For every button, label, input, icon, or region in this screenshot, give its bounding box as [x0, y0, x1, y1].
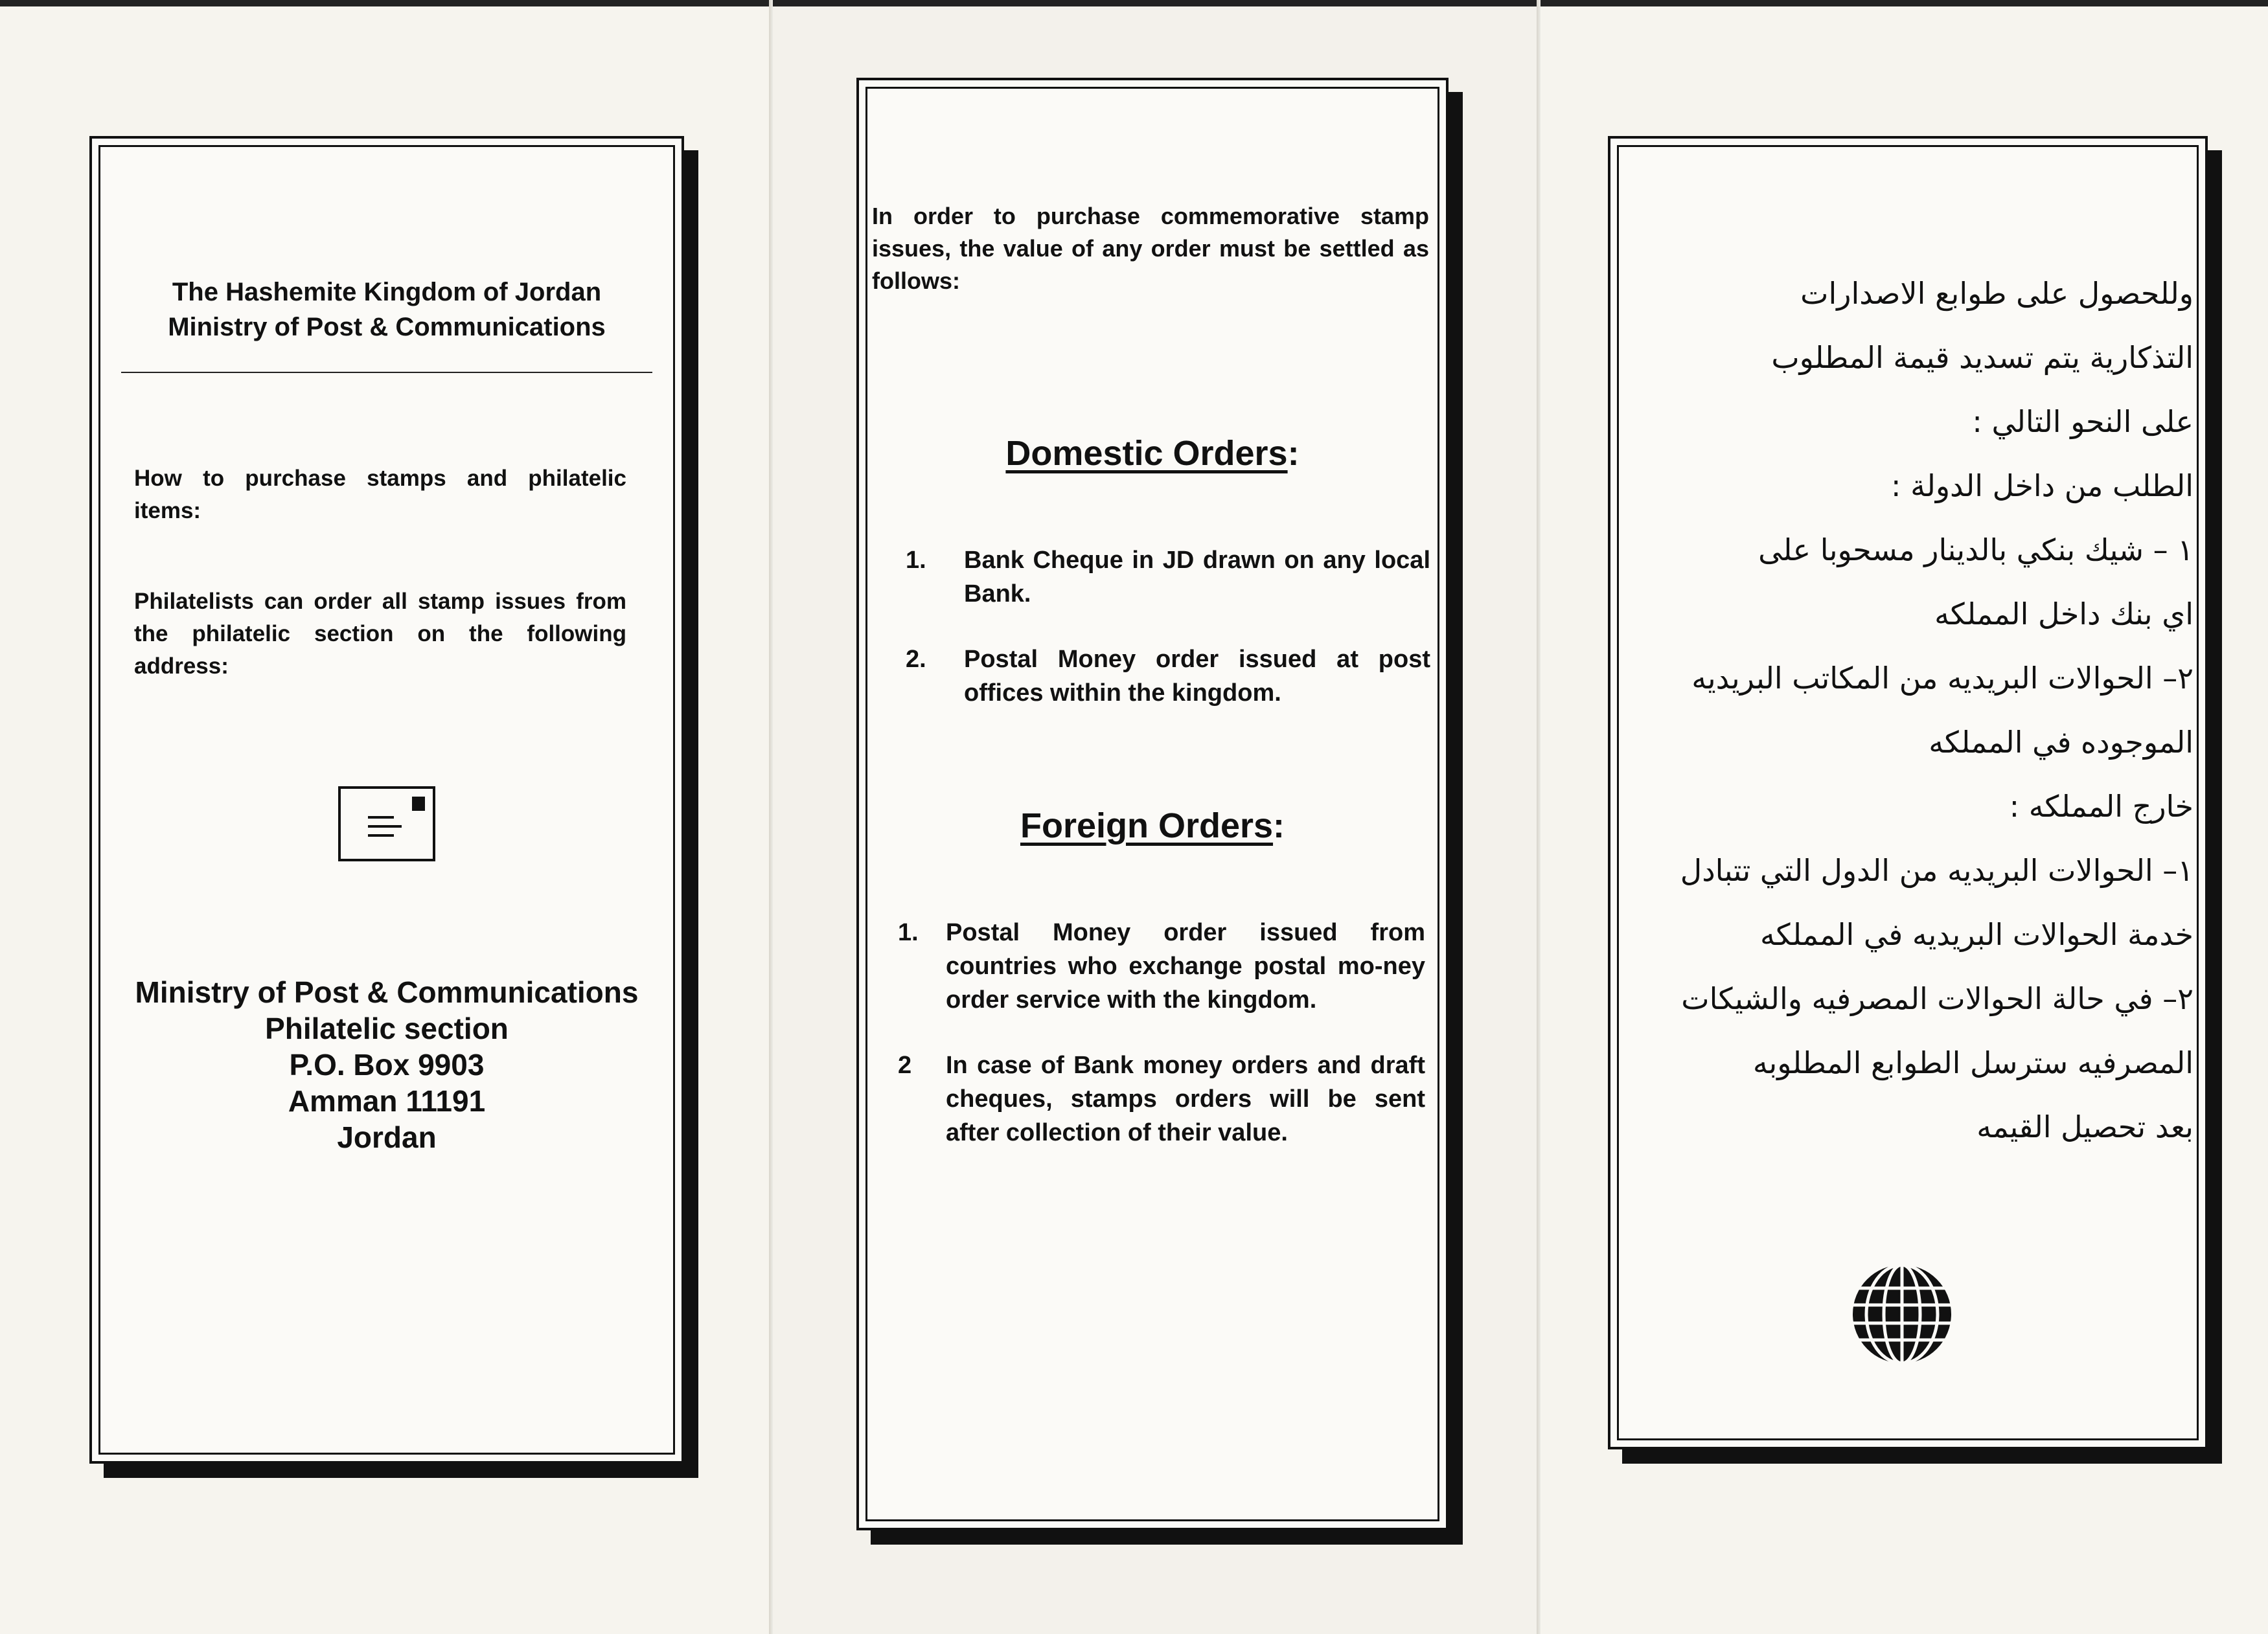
title-divider — [121, 372, 652, 373]
arabic-line: ١ – شيك بنكي بالدينار مسحوبا على — [1758, 532, 2194, 567]
ministry-title — [150, 275, 623, 345]
arabic-line: الموجوده في المملكه — [1929, 725, 2194, 760]
fold-line-right — [1537, 0, 1541, 1634]
arabic-line: خارج المملكه : — [2009, 789, 2194, 824]
item-text: In case of Bank money orders and draft cheques, stamps orders will be sent after collection of their value. — [946, 1052, 1425, 1146]
domestic-orders-heading — [859, 433, 1446, 473]
ministry-title-line2: Ministry of Post & Communications — [168, 313, 606, 341]
ministry-title-line1: The Hashemite Kingdom of Jordan — [172, 278, 602, 306]
arabic-line: بعد تحصيل القيمه — [1976, 1109, 2194, 1144]
address-line: Ministry of Post & Communications — [135, 975, 639, 1009]
item-number: 1. — [906, 547, 926, 574]
item-text: Postal Money order issued at post offices within the kingdom. — [964, 646, 1430, 707]
sheet-top-edge — [0, 0, 2268, 6]
globe-icon — [1850, 1262, 1954, 1366]
right-panel-frame — [1608, 136, 2208, 1449]
item-number: 2. — [906, 646, 926, 673]
fold-line-left — [769, 0, 773, 1634]
arabic-line: الطلب من داخل الدولة : — [1891, 468, 2194, 503]
envelope-line — [368, 816, 394, 819]
arabic-line: ٢– الحوالات البريديه من المكاتب البريديه — [1691, 661, 2194, 696]
left-panel-frame — [89, 136, 684, 1464]
arabic-line: اي بنك داخل المملكه — [1934, 596, 2194, 631]
howto-heading: How to purchase stamps and philatelic items: — [134, 466, 626, 523]
envelope-line — [368, 834, 394, 837]
foreign-orders-heading — [859, 806, 1446, 846]
address-line: P.O. Box 9903 — [289, 1048, 485, 1082]
postal-address — [118, 974, 656, 1155]
envelope-line — [368, 825, 402, 828]
philatelists-paragraph: Philatelists can order all stamp issues from the philatelic section on the following address: — [134, 589, 626, 679]
arabic-line: وللحصول على طوابع الاصدارات — [1800, 276, 2194, 311]
heading-colon: : — [1287, 434, 1300, 473]
heading-colon: : — [1273, 806, 1285, 845]
address-line: Amman 11191 — [288, 1084, 486, 1118]
envelope-icon — [338, 786, 435, 861]
arabic-payment-instructions — [1623, 262, 2194, 1159]
arabic-line: المصرفيه سترسل الطوابع المطلوبه — [1752, 1045, 2194, 1080]
arabic-line: ١– الحوالات البريديه من الدول التي تتبادل — [1680, 853, 2194, 888]
item-text: Bank Cheque in JD drawn on any local Bank. — [964, 547, 1430, 607]
middle-panel-frame — [856, 78, 1449, 1530]
address-line: Philatelic section — [265, 1012, 509, 1045]
payment-intro: In order to purchase commemorative stamp issues, the value of any order must be settled as follows: — [872, 203, 1429, 294]
address-line: Jordan — [337, 1120, 437, 1154]
item-number: 2 — [898, 1052, 912, 1079]
arabic-line: على النحو التالي : — [1972, 404, 2194, 439]
middle-panel-inner-border — [865, 87, 1439, 1521]
item-text: Postal Money order issued from countries who exchange postal mo-ney order service with the kingdom. — [946, 919, 1425, 1014]
item-number: 1. — [898, 919, 919, 946]
arabic-line: التذكارية يتم تسديد قيمة المطلوب — [1771, 340, 2194, 375]
foreign-orders-title: Foreign Orders — [1020, 806, 1274, 845]
arabic-line: خدمة الحوالات البريديه في المملكه — [1759, 917, 2194, 952]
envelope-stamp — [412, 797, 425, 811]
domestic-orders-title: Domestic Orders — [1005, 434, 1288, 473]
arabic-line: ٢– في حالة الحوالات المصرفيه والشيكات — [1681, 981, 2194, 1016]
